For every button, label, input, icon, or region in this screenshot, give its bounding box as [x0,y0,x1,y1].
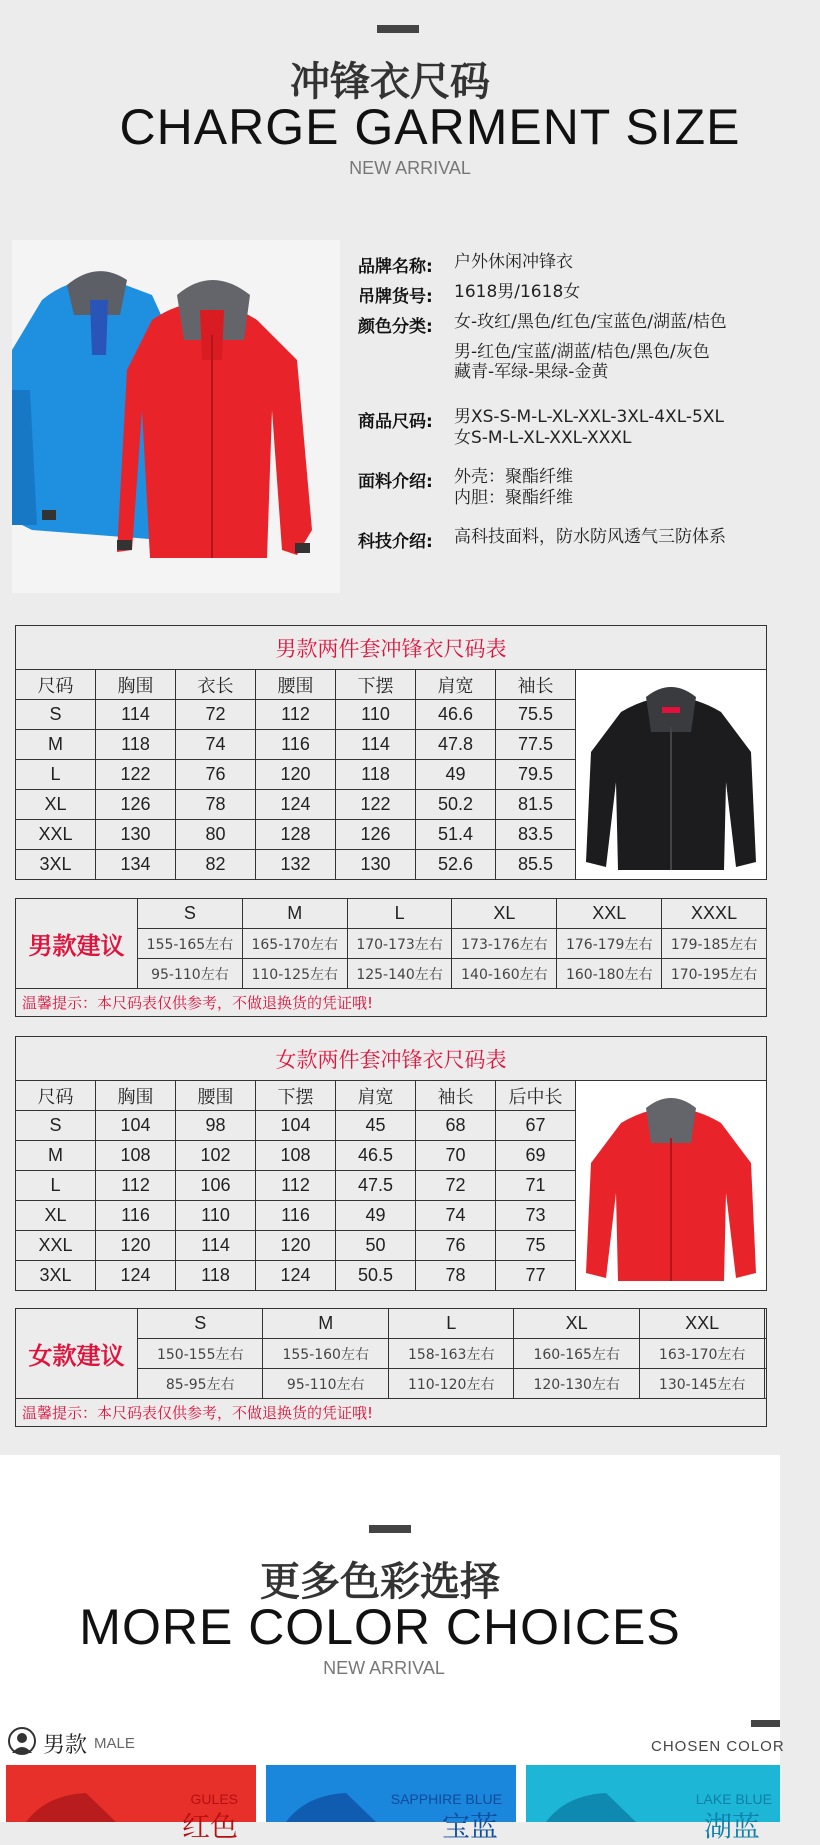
color-tile-sapphire[interactable] [266,1765,516,1843]
men-table-caption: 男款两件套冲锋衣尺码表 [16,626,767,670]
table-cell: 78 [416,1261,496,1291]
table-cell: S [16,1111,96,1141]
size-cell: M [242,899,347,929]
table-cell: 74 [416,1201,496,1231]
title-bar [369,1525,411,1533]
table-cell: 98 [176,1111,256,1141]
table-cell: 104 [256,1111,336,1141]
weight-cell: 120-130左右 [514,1369,639,1399]
size-cell: XL [452,899,557,929]
table-cell: 3XL [16,850,96,880]
table-cell: 77 [496,1261,576,1291]
page-subtitle: NEW ARRIVAL [349,158,471,178]
table-cell: 82 [176,850,256,880]
header-cell: 下摆 [256,1081,336,1111]
table-cell: 85.5 [496,850,576,880]
men-tip: 温馨提示：本尺码表仅供参考，不做退换货的凭证哦! [16,989,767,1017]
table-cell: 49 [336,1201,416,1231]
table-cell: 104 [96,1111,176,1141]
chosen-bar [751,1720,780,1727]
sku-value: 1618男/1618女 [454,282,581,302]
table-cell: 78 [176,790,256,820]
table-cell: M [16,730,96,760]
table-cell: 47.5 [336,1171,416,1201]
color-tile-lake[interactable] [526,1765,780,1843]
brand-value: 户外休闲冲锋衣 [454,252,573,272]
table-cell: 76 [176,760,256,790]
color-choices-section [0,1455,785,1843]
table-cell: 120 [256,760,336,790]
table-cell: 132 [256,850,336,880]
height-cell: 170-173左右 [347,929,452,959]
table-cell: 74 [176,730,256,760]
page-title-en: CHARGE GARMENT SIZE [119,99,741,155]
table-cell: 45 [336,1111,416,1141]
weight-cell: 110-120左右 [388,1369,513,1399]
table-cell: 75 [496,1231,576,1261]
table-cell: M [16,1141,96,1171]
weight-cell: 160-180左右 [557,959,662,989]
size-cell: S [138,1309,263,1339]
weight-cell: 110-125左右 [242,959,347,989]
women-jacket-image [576,1081,767,1291]
table-cell: 114 [96,700,176,730]
size-cell: L [347,899,452,929]
table-cell: 130 [336,850,416,880]
weight-cell: 140-160左右 [452,959,557,989]
header-cell: 肩宽 [336,1081,416,1111]
table-cell: 128 [256,820,336,850]
size-cell: M [263,1309,388,1339]
header-cell: 腰围 [176,1081,256,1111]
tile-zh: 宝蓝 [441,1810,498,1843]
table-cell: 134 [96,850,176,880]
table-cell: 49 [416,760,496,790]
male-label-en: MALE [94,1735,135,1752]
chosen-color-label: CHOSEN COLOR [651,1738,785,1755]
weight-cell: 170-195左右 [662,959,767,989]
table-cell: 126 [96,790,176,820]
table-cell: 73 [496,1201,576,1231]
height-cell: 179-185左右 [662,929,767,959]
weight-cell: 130-145左右 [639,1369,764,1399]
table-cell: 76 [416,1231,496,1261]
table-cell: 50.5 [336,1261,416,1291]
fabric-value-2: 内胆：聚酯纤维 [454,488,573,508]
table-cell: 52.6 [416,850,496,880]
table-cell: L [16,760,96,790]
weight-cell: 95-110左右 [263,1369,388,1399]
table-cell: 67 [496,1111,576,1141]
table-cell: 112 [96,1171,176,1201]
table-cell: 50 [336,1231,416,1261]
table-cell: 124 [96,1261,176,1291]
table-cell: 112 [256,700,336,730]
header-cell: 胸围 [96,670,176,700]
table-cell: 130 [96,820,176,850]
tech-label: 科技介绍: [358,532,433,552]
table-cell: 124 [256,1261,336,1291]
women-tip: 温馨提示：本尺码表仅供参考，不做退换货的凭证哦! [16,1399,767,1427]
header-cell: 胸围 [96,1081,176,1111]
weight-cell [765,1369,767,1399]
size-cell: XXXL [662,899,767,929]
header-cell: 后中长 [496,1081,576,1111]
table-cell: 116 [256,730,336,760]
table-cell: 50.2 [416,790,496,820]
table-cell: 122 [336,790,416,820]
table-cell: 110 [336,700,416,730]
table-cell: 102 [176,1141,256,1171]
men-suggest-label: 男款建议 [16,899,138,989]
color-value-3: 藏青-军绿-果绿-金黄 [454,362,609,382]
male-label-zh: 男款 [43,1733,88,1758]
table-cell: 46.6 [416,700,496,730]
height-cell: 173-176左右 [452,929,557,959]
table-cell: 69 [496,1141,576,1171]
height-cell: 176-179左右 [557,929,662,959]
table-cell: 126 [336,820,416,850]
header-cell: 肩宽 [416,670,496,700]
fabric-label: 面料介绍: [358,472,433,492]
table-cell: XXL [16,1231,96,1261]
header-cell: 尺码 [16,670,96,700]
women-suggest-table [15,1308,767,1427]
height-cell: 155-165左右 [138,929,243,959]
colors-subtitle: NEW ARRIVAL [323,1658,445,1678]
table-cell: 70 [416,1141,496,1171]
women-table-caption: 女款两件套冲锋衣尺码表 [16,1037,767,1081]
women-suggest-label: 女款建议 [16,1309,138,1399]
title-bar [377,25,419,33]
table-cell: 72 [176,700,256,730]
table-cell: 83.5 [496,820,576,850]
height-cell: 158-163左右 [388,1339,513,1369]
sku-label: 吊牌货号: [358,287,433,307]
table-cell: 3XL [16,1261,96,1291]
table-cell: 110 [176,1201,256,1231]
table-cell: XL [16,1201,96,1231]
table-cell: 106 [176,1171,256,1201]
size-cell: XL [514,1309,639,1339]
men-suggest-table [15,898,767,1017]
color-value: 女-玫红/黑色/红色/宝蓝色/湖蓝/桔色 [454,312,727,332]
table-cell: 118 [336,760,416,790]
women-size-table [15,1036,767,1291]
table-cell: 114 [176,1231,256,1261]
men-jacket-image [576,670,767,880]
height-cell: 165-170左右 [242,929,347,959]
table-cell: S [16,700,96,730]
weight-cell: 85-95左右 [138,1369,263,1399]
color-tile-red[interactable] [6,1765,256,1843]
size-value-2: 女S-M-L-XL-XXL-XXXL [454,428,632,448]
table-cell: 72 [416,1171,496,1201]
height-cell: 155-160左右 [263,1339,388,1369]
tile-en: LAKE BLUE [695,1791,772,1807]
size-value: 男XS-S-M-L-XL-XXL-3XL-4XL-5XL [454,407,724,427]
table-cell: 51.4 [416,820,496,850]
table-cell: 108 [96,1141,176,1171]
table-cell: 79.5 [496,760,576,790]
table-cell: 75.5 [496,700,576,730]
user-icon [8,1727,36,1755]
height-cell: 163-170左右 [639,1339,764,1369]
header-cell: 袖长 [416,1081,496,1111]
height-cell: 150-155左右 [138,1339,263,1369]
table-cell: 118 [176,1261,256,1291]
size-cell: XXL [639,1309,764,1339]
men-size-table [15,625,767,880]
header-cell: 腰围 [256,670,336,700]
height-cell [765,1339,767,1369]
header-cell: 尺码 [16,1081,96,1111]
size-cell: XXL [557,899,662,929]
table-cell: 81.5 [496,790,576,820]
table-cell: 112 [256,1171,336,1201]
table-cell: XXL [16,820,96,850]
table-cell: 108 [256,1141,336,1171]
table-cell: 122 [96,760,176,790]
size-label: 商品尺码: [358,412,433,432]
page-title-zh: 冲锋衣尺码 [290,59,490,105]
table-cell: 114 [336,730,416,760]
fabric-value: 外壳：聚酯纤维 [454,467,573,487]
header-cell: 衣长 [176,670,256,700]
size-cell: S [138,899,243,929]
table-cell: 71 [496,1171,576,1201]
weight-cell: 125-140左右 [347,959,452,989]
table-cell: 120 [256,1231,336,1261]
color-value-2: 男-红色/宝蓝/湖蓝/桔色/黑色/灰色 [454,342,710,362]
colors-title-en: MORE COLOR CHOICES [79,1599,681,1655]
table-cell: 47.8 [416,730,496,760]
colors-title-zh: 更多色彩选择 [260,1559,500,1605]
color-label: 颜色分类: [358,317,433,337]
table-cell: L [16,1171,96,1201]
table-cell: 124 [256,790,336,820]
header-cell: 下摆 [336,670,416,700]
height-cell: 160-165左右 [514,1339,639,1369]
tech-value: 高科技面料，防水防风透气三防体系 [454,527,726,547]
size-cell [765,1309,767,1339]
table-cell: 80 [176,820,256,850]
table-cell: 116 [256,1201,336,1231]
product-photo [12,240,340,593]
table-cell: 118 [96,730,176,760]
weight-cell: 95-110左右 [138,959,243,989]
table-cell: 116 [96,1201,176,1231]
table-cell: 120 [96,1231,176,1261]
tile-zh: 红色 [181,1810,238,1843]
table-cell: 46.5 [336,1141,416,1171]
table-cell: 77.5 [496,730,576,760]
header-cell: 袖长 [496,670,576,700]
size-cell: L [388,1309,513,1339]
tile-en: GULES [190,1791,238,1807]
tile-en: SAPPHIRE BLUE [390,1791,502,1807]
table-cell: XL [16,790,96,820]
tile-zh: 湖蓝 [703,1810,760,1843]
table-cell: 68 [416,1111,496,1141]
brand-label: 品牌名称: [358,257,433,277]
